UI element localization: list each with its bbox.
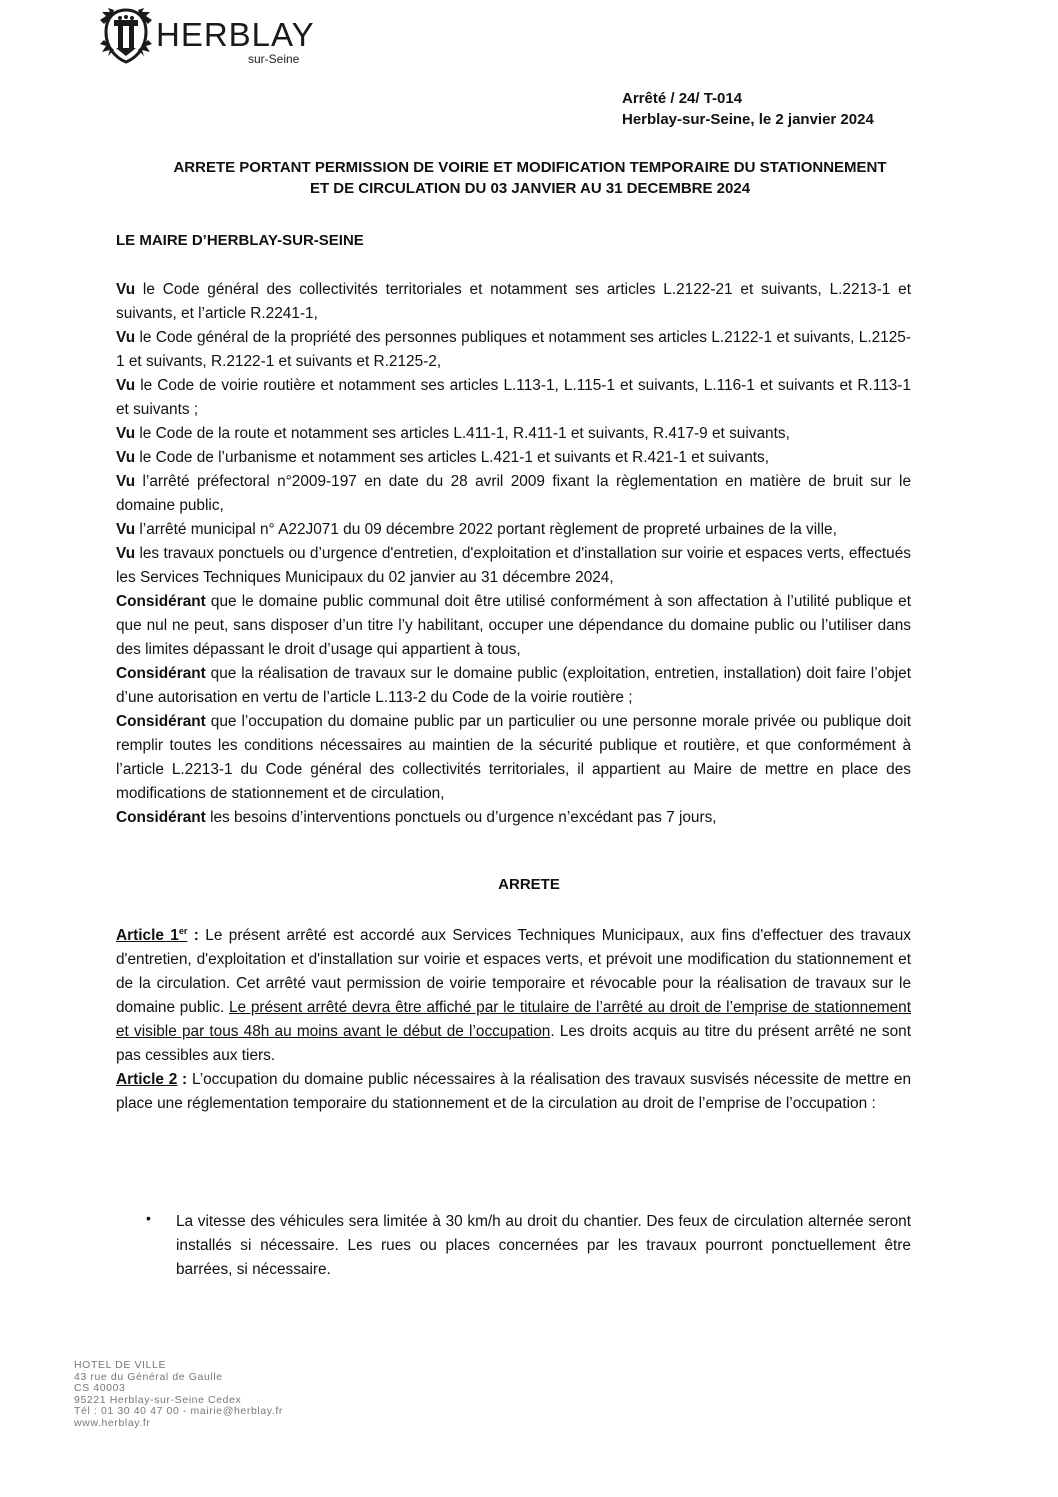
articles-section xyxy=(116,924,911,1116)
visa-text: le Code de voirie routière et notamment ses articles L.113-1, L.115-1 et suivants, L.116-1 et suivants et R.113-1 et suivants ; xyxy=(116,377,911,418)
article-1-label-sup: er xyxy=(178,925,188,936)
considering-paragraph xyxy=(116,710,911,806)
footer-line: Tél : 01 30 40 47 00 - mairie@herblay.fr xyxy=(74,1405,283,1417)
considering-paragraph xyxy=(116,662,911,710)
document-title xyxy=(100,157,960,199)
visa-text: les travaux ponctuels ou d’urgence d'entretien, d'exploitation et d'installation sur voirie et espaces verts, effectués les Services Techniques Municipaux du 02 janvier au 31 décembre 2024, xyxy=(116,545,911,586)
visa-lead: Vu xyxy=(116,449,136,466)
visa-lead: Vu xyxy=(116,473,136,490)
article-2 xyxy=(116,1068,911,1116)
visas-section xyxy=(116,278,911,830)
considering-text: les besoins d’interventions ponctuels ou d’urgence n’excédant pas 7 jours, xyxy=(205,809,717,826)
article-2-label: Article 2 xyxy=(116,1071,178,1088)
logo-name: HERBLAY xyxy=(156,16,315,53)
footer-line: www.herblay.fr xyxy=(74,1416,151,1429)
visa-text: l’arrêté préfectoral n°2009-197 en date du 28 avril 2009 fixant la règlementation en matière de bruit sur le domaine public, xyxy=(116,473,911,514)
visa-paragraph xyxy=(116,422,911,446)
article-2-separator: : xyxy=(177,1071,192,1088)
considering-paragraph xyxy=(116,590,911,662)
article-1-text-end: . Les droits acquis au titre du présent arrêté ne sont pas cessibles aux tiers. xyxy=(116,1023,911,1064)
visa-paragraph xyxy=(116,374,911,422)
visa-paragraph xyxy=(116,542,911,590)
visa-lead: Vu xyxy=(116,545,136,562)
article-1-label-text: Article 1 xyxy=(116,927,179,944)
article-1 xyxy=(116,924,911,1068)
visa-paragraph xyxy=(116,278,911,326)
title-line-2: ET DE CIRCULATION DU 03 JANVIER AU 31 DECEMBRE 2024 xyxy=(309,180,751,197)
article-1-separator: : xyxy=(187,927,206,944)
article-1-text: Le présent arrêté est accordé aux Services Techniques Municipaux, aux fins d'effectuer des travaux d'entretien, d'exploitation et d'installation sur voirie et espaces verts, et prévoit une modification du stationnement et de la circulation. Cet arrêté vaut permission de voirie temporaire et révocable pour la réalisation de travaux sur le domaine public. xyxy=(116,927,911,1016)
visa-lead: Vu xyxy=(116,425,136,442)
visa-lead: Vu xyxy=(116,329,136,346)
considering-lead: Considérant xyxy=(116,665,206,682)
reference-block xyxy=(622,88,874,130)
considering-text: que l’occupation du domaine public par un particulier ou une personne morale privée ou publique doit remplir toutes les conditions nécessaires au maintien de la sécurité publique et routière, et que conformément à l’article L.2213-1 du Code général des collectivités territoriales, il appartient au Maire de mettre en place des modifications de stationnement et de circulation, xyxy=(116,713,911,802)
bullet-item: La vitesse des véhicules sera limitée à 30 km/h au droit du chantier. Des feux de circulation alternée seront installés si nécessaire. Les rues ou places concernées par les travaux pourront ponctuellement être barrées, si nécessaire. xyxy=(176,1213,911,1278)
considering-text: que la réalisation de travaux sur le domaine public (exploitation, entretien, installation) doit faire l’objet d’une autorisation en vertu de l’article L.113-2 du Code de la voirie routière ; xyxy=(116,665,911,706)
footer-line: 95221 Herblay-sur-Seine Cedex xyxy=(74,1393,242,1406)
title-line-1: ARRETE PORTANT PERMISSION DE VOIRIE ET MODIFICATION TEMPORAIRE DU STATIONNEMENT xyxy=(173,159,887,176)
visa-text: le Code de la route et notamment ses articles L.411-1, R.411-1 et suivants, R.417-9 et suivants, xyxy=(135,425,790,442)
city-crest-icon xyxy=(100,6,152,64)
visa-paragraph xyxy=(116,446,911,470)
visa-text: le Code de l’urbanisme et notamment ses articles L.421-1 et suivants et R.421-1 et suivants, xyxy=(135,449,770,466)
bullet-icon: • xyxy=(146,1210,151,1226)
article-1-label xyxy=(116,927,187,944)
visa-text: le Code général des collectivités territoriales et notamment ses articles L.2122-21 et suivants, L.2213-1 et suivants, et l’article R.2241-1, xyxy=(116,281,911,322)
authority-heading: LE MAIRE D’HERBLAY-SUR-SEINE xyxy=(116,232,364,249)
article-2-text: L’occupation du domaine public nécessaires à la réalisation des travaux susvisés nécessite de mettre en place une réglementation temporaire du stationnement et de la circulation au droit de l’emprise de l’occupation : xyxy=(116,1071,911,1112)
visa-text: le Code général de la propriété des personnes publiques et notamment ses articles L.2122-1 et suivants, L.2125-1 et suivants, R.2122-1 et suivants et R.2125-2, xyxy=(116,329,911,370)
considering-text: que le domaine public communal doit être utilisé conformément à son affectation à l’utilité publique et que nul ne peut, sans disposer d’un titre l’y habilitant, occuper une dépendance du domaine public ou l’utiliser dans des limites dépassant le droit d’usage qui appartient à tous, xyxy=(116,593,911,658)
place-date: Herblay-sur-Seine, le 2 janvier 2024 xyxy=(622,111,874,128)
considering-lead: Considérant xyxy=(116,713,206,730)
arrete-number: Arrêté / 24/ T-014 xyxy=(622,90,743,107)
visa-paragraph xyxy=(116,518,911,542)
visa-paragraph xyxy=(116,326,911,374)
visa-lead: Vu xyxy=(116,377,136,394)
footer-line: HOTEL DE VILLE xyxy=(74,1359,167,1371)
footer-address xyxy=(74,1360,283,1429)
article-1-posting-notice: Le présent arrêté devra être affiché par le titulaire de l’arrêté au droit de l’emprise de stationnement et visible par tous 48h au moins avant le début de l’occupation xyxy=(116,999,912,1040)
visa-paragraph xyxy=(116,470,911,518)
considering-lead: Considérant xyxy=(116,593,206,610)
visa-text: l’arrêté municipal n° A22J071 du 09 décembre 2022 portant règlement de propreté urbaines de la ville, xyxy=(135,521,837,538)
logo-subtitle: sur-Seine xyxy=(248,52,300,66)
footer-line: 43 rue du Général de Gaulle xyxy=(74,1370,223,1383)
considering-lead: Considérant xyxy=(116,809,206,826)
footer-line: CS 40003 xyxy=(74,1382,126,1394)
visa-lead: Vu xyxy=(116,281,136,298)
herblay-logo xyxy=(100,6,330,66)
arrete-heading: ARRETE xyxy=(498,876,560,893)
considering-paragraph xyxy=(116,806,911,830)
visa-lead: Vu xyxy=(116,521,136,538)
